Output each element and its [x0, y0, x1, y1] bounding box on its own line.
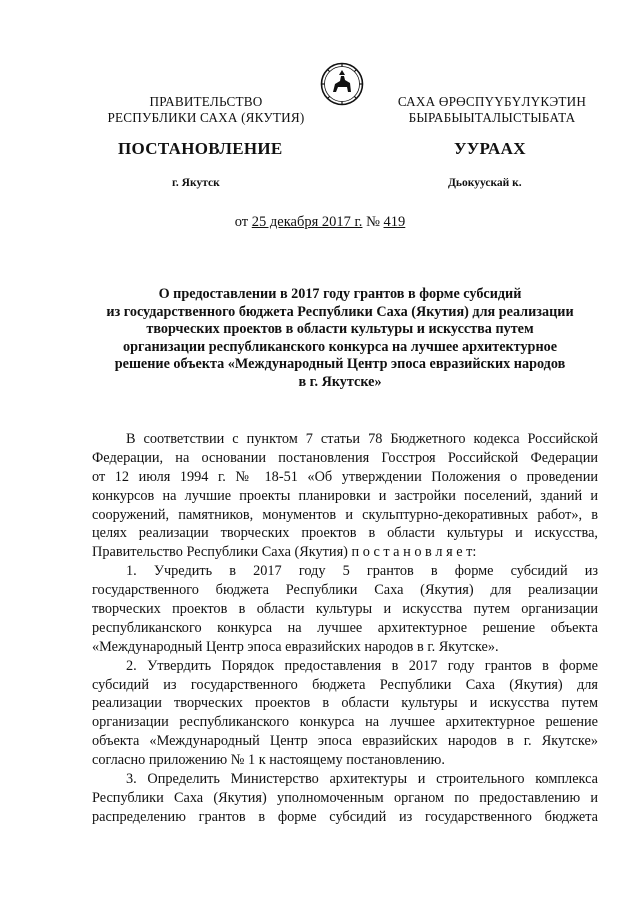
body-line: «Международный Центр эпоса евразийских народов в г. Якутске».: [92, 638, 499, 655]
body-line: государственного бюджета Республики Саха (Якутия) для реализации: [92, 582, 598, 599]
body-line: 3. Определить Министерство архитектуры и строительного комплекса: [126, 771, 598, 788]
title-line: творческих проектов в области культуры и искусства путем: [146, 321, 534, 337]
org-line-1: ПРАВИТЕЛЬСТВО: [149, 94, 263, 109]
body-line: 2. Утвердить Порядок предоставления в 2017 году грантов в форме: [126, 657, 598, 674]
title-line: в г. Якутске»: [298, 373, 382, 390]
decree-title: [80, 286, 600, 391]
number-sign: №: [366, 214, 380, 230]
body-line: объекта «Международный Центр эпоса евразийских народов в г. Якутске»: [92, 733, 598, 750]
body-line: реализации творческих проектов в области культуры и искусства путем: [92, 695, 598, 712]
body-line: распределению грантов в форме субсидий из государственного бюджета: [92, 808, 598, 825]
sakha-coat-of-arms-icon: [320, 62, 364, 106]
org-line-1: САХА ӨРӨСПҮҮБҮЛҮКЭТИН: [397, 94, 587, 109]
city-russian: г. Якутск: [172, 177, 220, 189]
body-line: субсидий из государственного бюджета Республики Саха (Якутия) для: [92, 676, 598, 693]
body-line: Правительство Республики Саха (Якутия) п о с т а н о в л я е т:: [92, 544, 477, 561]
body-line: организации республиканского конкурса на лучшее архитектурное решение: [92, 714, 598, 731]
title-line: организации республиканского конкурса на лучшее архитектурное: [122, 338, 558, 355]
body-line: конкурсов на лучшие проекты планировки и застройки поселений, зданий и: [92, 487, 598, 504]
title-line: решение объекта «Международный Центр эпоса евразийских народов: [114, 356, 566, 372]
government-name-russian: [98, 94, 314, 126]
body-line: В соответствии с пунктом 7 статьи 78 Бюджетного кодекса Российской: [126, 431, 598, 447]
body-line: целях реализации творческих проектов в области культуры и искусства,: [92, 525, 598, 542]
doc-type-russian: ПОСТАНОВЛЕНИЕ: [118, 139, 283, 158]
body-line: Республики Саха (Якутия) уполномоченным органом по предоставлению и: [92, 789, 598, 806]
body-line: творческих проектов в области культуры и искусства путем организации: [92, 601, 598, 618]
title-line: О предоставлении в 2017 году грантов в форме субсидий: [158, 286, 522, 302]
body-line: сооружений, памятников, монументов и скульптурно-декоративных работ», в: [92, 506, 598, 523]
date-prefix: от: [234, 214, 249, 230]
body-line: 1. Учредить в 2017 году 5 грантов в форме субсидий из: [126, 563, 598, 580]
doc-type-sakha: УУРААХ: [454, 139, 526, 158]
government-name-sakha: [384, 94, 600, 126]
title-line: из государственного бюджета Республики Саха (Якутия) для реализации: [106, 303, 574, 320]
org-line-2: РЕСПУБЛИКИ САХА (ЯКУТИЯ): [107, 110, 305, 125]
decree-body: [92, 430, 598, 827]
body-line: республиканского конкурса на лучшее архитектурное решение объекта: [92, 619, 598, 636]
org-line-2: БЫРАБЫЫТАЛЫСТЫБАТА: [408, 110, 576, 125]
decree-date-line: [0, 214, 640, 231]
decree-number: 419: [383, 214, 406, 230]
city-sakha: Дьокуускай к.: [448, 177, 522, 189]
body-line: Федерации, на основании постановления Госстроя Российской Федерации: [92, 449, 598, 466]
body-line: от 12 июля 1994 г. № 18-51 «Об утверждении Положения о проведении: [92, 468, 598, 485]
body-line: согласно приложению № 1 к настоящему постановлению.: [92, 752, 445, 769]
decree-date: 25 декабря 2017 г.: [251, 214, 363, 230]
